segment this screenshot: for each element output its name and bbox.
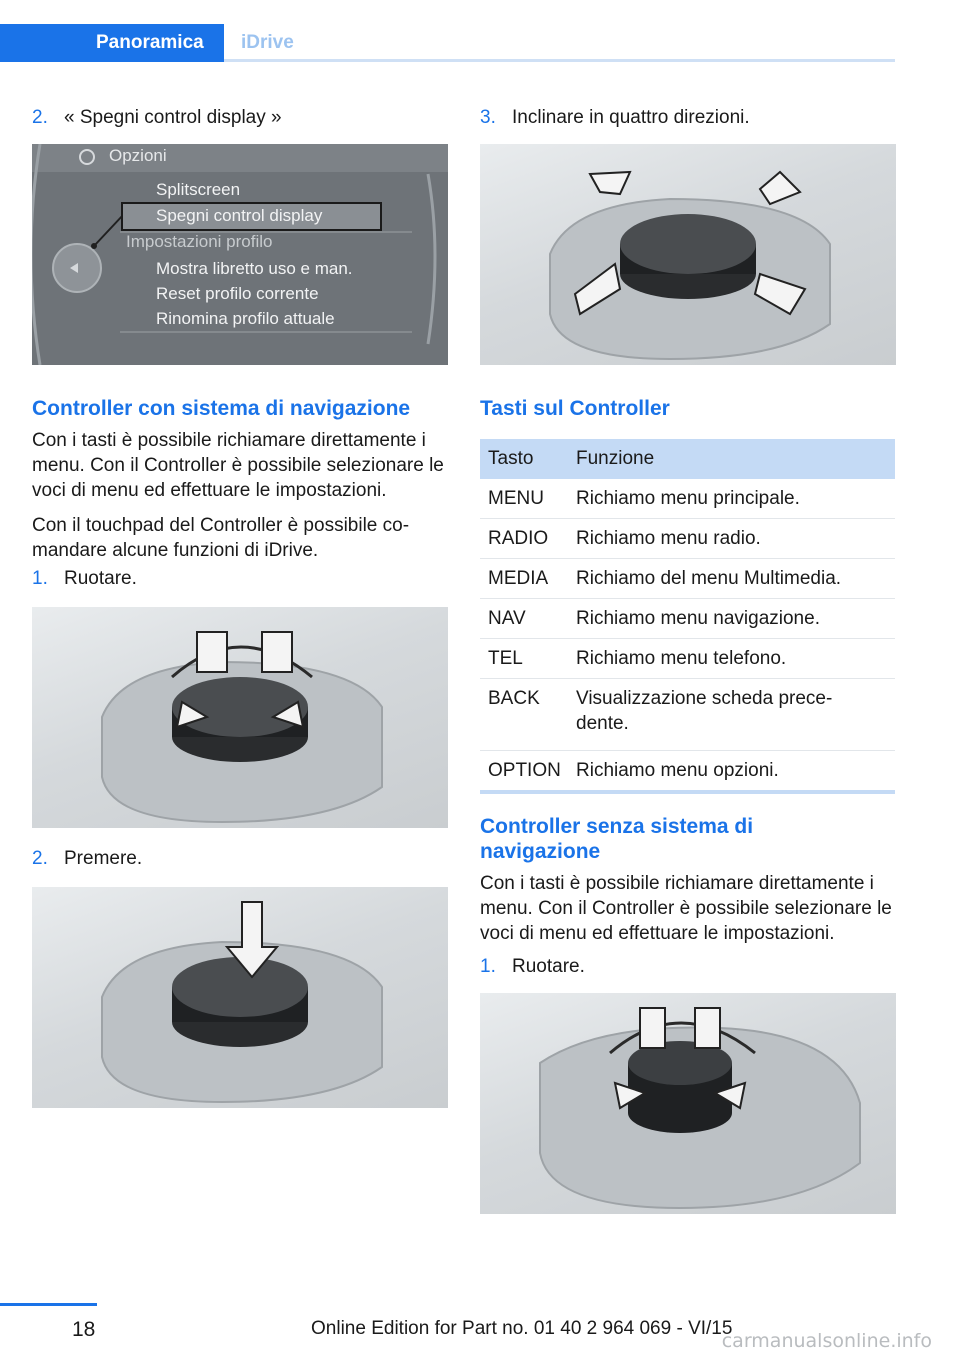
table-header-tasto: Tasto [480, 439, 568, 479]
keys-table [480, 439, 895, 794]
edition-note: Online Edition for Part no. 01 40 2 964 069 - VI/15 [311, 1318, 733, 1339]
table-cell-key: NAV [480, 599, 568, 639]
step-text: Ruotare. [64, 568, 137, 589]
step-text: Premere. [64, 848, 143, 869]
table-row [480, 639, 895, 679]
heading-controller-nav: Controller con sistema di navigazione [32, 397, 411, 420]
para-touchpad: Con il touchpad del Controller è possibile co‐mandare alcune funzioni di iDrive. [32, 515, 410, 561]
table-cell-key: RADIO [480, 519, 568, 559]
table-row [480, 519, 895, 559]
para-controller-keys-2: Con i tasti è possibile richiamare direttamente i menu. Con il Controller è possibile selezionare le voci di menu ed effettuare le impostazioni. [480, 873, 892, 944]
table-row [480, 479, 895, 519]
tab-idrive[interactable]: iDrive [241, 32, 294, 53]
heading-tasti: Tasti sul Controller [480, 397, 670, 420]
screen-item-libretto: Mostra libretto uso e man. [156, 259, 353, 278]
screen-item-rinomina: Rinomina profilo attuale [156, 309, 335, 328]
controller-rotate-illustration-2 [480, 993, 896, 1214]
heading-controller-no-nav: Controller senza sistema di navigazione [480, 815, 754, 863]
table-row [480, 751, 895, 793]
table-cell-function: Richiamo del menu Multimedia. [568, 559, 895, 599]
screen-title: Opzioni [109, 146, 167, 165]
controller-press-illustration [32, 887, 448, 1108]
watermark: carmanualsonline.info [721, 1330, 932, 1352]
table-cell-function: Richiamo menu principale. [568, 479, 895, 519]
screen-item-reset: Reset profilo corrente [156, 284, 319, 303]
table-cell-function: Richiamo menu radio. [568, 519, 895, 559]
table-row [480, 599, 895, 639]
step-number: 2. [32, 848, 48, 869]
para-controller-keys: Con i tasti è possibile richiamare direttamente i menu. Con il Controller è possibile selezionare le voci di menu ed effettuare le impostazioni. [32, 430, 444, 501]
table-cell-function: Richiamo menu navigazione. [568, 599, 895, 639]
control-display-screenshot [32, 144, 448, 365]
page-number: 18 [72, 1318, 96, 1341]
table-cell-key: TEL [480, 639, 568, 679]
step-number: 1. [480, 956, 496, 977]
table-row [480, 679, 895, 751]
table-cell-function: Richiamo menu telefono. [568, 639, 895, 679]
table-row [480, 559, 895, 599]
step-text: Inclinare in quattro direzioni. [512, 107, 750, 128]
page-header [0, 0, 895, 62]
step-number: 2. [32, 107, 48, 128]
table-cell-key: MEDIA [480, 559, 568, 599]
table-header-funzione: Funzione [568, 439, 895, 479]
screen-item-spegni: Spegni control display [156, 206, 323, 225]
step-text: « Spegni control display » [64, 107, 282, 128]
table-cell-key: BACK [480, 679, 568, 751]
table-cell-function: Visualizzazione scheda prece‐dente. [568, 679, 895, 751]
footer-rule [0, 1303, 97, 1306]
table-cell-function: Richiamo menu opzioni. [568, 751, 895, 793]
table-header-row [480, 439, 895, 479]
step-number: 1. [32, 568, 48, 589]
table-cell-key: MENU [480, 479, 568, 519]
controller-tilt-illustration [480, 144, 896, 365]
step-number: 3. [480, 107, 496, 128]
controller-rotate-illustration [32, 607, 448, 828]
screen-item-impostazioni: Impostazioni profilo [126, 232, 273, 251]
tab-panoramica[interactable]: Panoramica [0, 24, 224, 62]
table-cell-key: OPTION [480, 751, 568, 793]
screen-item-splitscreen: Splitscreen [156, 180, 241, 199]
step-text: Ruotare. [512, 956, 585, 977]
